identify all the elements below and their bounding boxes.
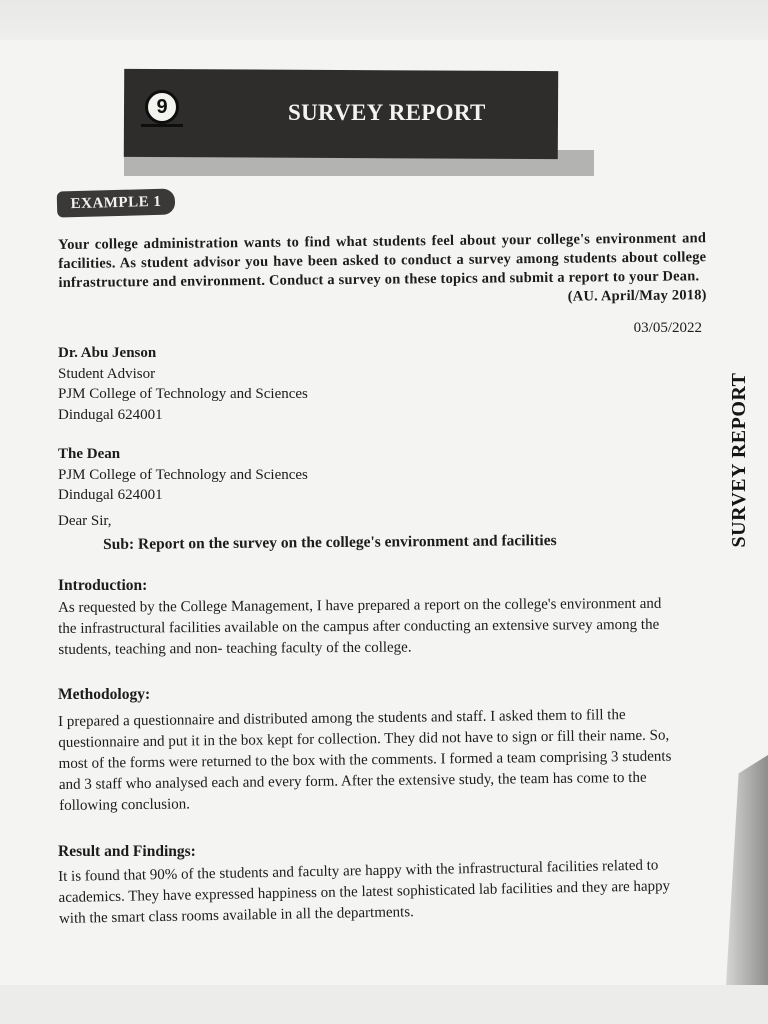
paragraph-line: It is found that 90% of the students and faculty are happy with the infrastructural facilities related to — [58, 857, 659, 885]
methodology-heading: Methodology: — [58, 686, 151, 703]
recipient-city: Dindugal 624001 — [58, 487, 163, 503]
paragraph-line: academics. They have expressed happiness on the latest sophisticated lab facilities and they are happy — [58, 878, 671, 906]
recipient-address — [58, 444, 308, 506]
side-title-container — [724, 360, 754, 560]
paragraph-line: most of the forms were returned to the box with the comments. I formed a team comprising 3 students — [58, 748, 672, 772]
side-title: SURVEY REPORT — [728, 372, 750, 548]
recipient-institution: PJM College of Technology and Sciences — [58, 466, 308, 483]
paragraph-line: questionnaire and put it in the box kept for collection. They did not have to sign or fill their name. So, — [58, 727, 670, 751]
paragraph-line: with the smart class rooms available in all the departments. — [58, 904, 414, 927]
chapter-number: 9 — [156, 95, 168, 118]
paragraph-line: students, teaching and non- teaching faculty of the college. — [58, 639, 412, 658]
paragraph-line: I prepared a questionnaire and distributed among the students and staff. I asked them to fill the — [58, 707, 626, 730]
methodology-paragraph — [58, 704, 705, 817]
paragraph-line: and 3 staff who analysed each and every form. After the extensive study, the team has come to the — [58, 769, 647, 793]
sender-name: Dr. Abu Jenson — [58, 345, 157, 361]
sender-address — [58, 343, 308, 425]
letter-date: 03/05/2022 — [633, 320, 702, 336]
example-label — [57, 188, 176, 217]
sender-role: Student Advisor — [58, 365, 156, 382]
paragraph-line: the infrastructural facilities available on the campus after conducting an extensive survey among the — [58, 616, 660, 637]
sender-institution: PJM College of Technology and Sciences — [58, 386, 308, 402]
results-paragraph — [58, 855, 705, 930]
page-top-shadow — [0, 0, 768, 40]
question-text: Your college administration wants to find what students feel about your college's environment and facilities. As student advisor you have been asked to conduct a survey among students about college infrastructure and environment. Conduct a survey on these topics and submit a report to your Dean. — [58, 230, 707, 291]
results-heading: Result and Findings: — [58, 843, 196, 860]
chapter-badge-underline — [141, 124, 183, 127]
question-source: (AU. April/May 2018) — [567, 287, 707, 305]
introduction-paragraph — [58, 593, 704, 661]
paragraph-line: following conclusion. — [59, 796, 191, 814]
salutation: Dear Sir, — [58, 513, 112, 529]
sender-city: Dindugal 624001 — [58, 406, 163, 423]
page-bottom-margin — [0, 985, 768, 1024]
introduction-heading: Introduction: — [58, 577, 148, 594]
chapter-title: SURVEY REPORT — [288, 100, 486, 125]
chapter-number-badge — [145, 90, 179, 124]
example-label-text: EXAMPLE 1 — [70, 193, 162, 212]
recipient-name: The Dean — [58, 446, 121, 462]
paragraph-line: As requested by the College Management, I have prepared a report on the college's environment and — [58, 595, 662, 616]
question-prompt — [58, 229, 707, 312]
subject-line: Sub: Report on the survey on the college's environment and facilities — [103, 532, 557, 553]
